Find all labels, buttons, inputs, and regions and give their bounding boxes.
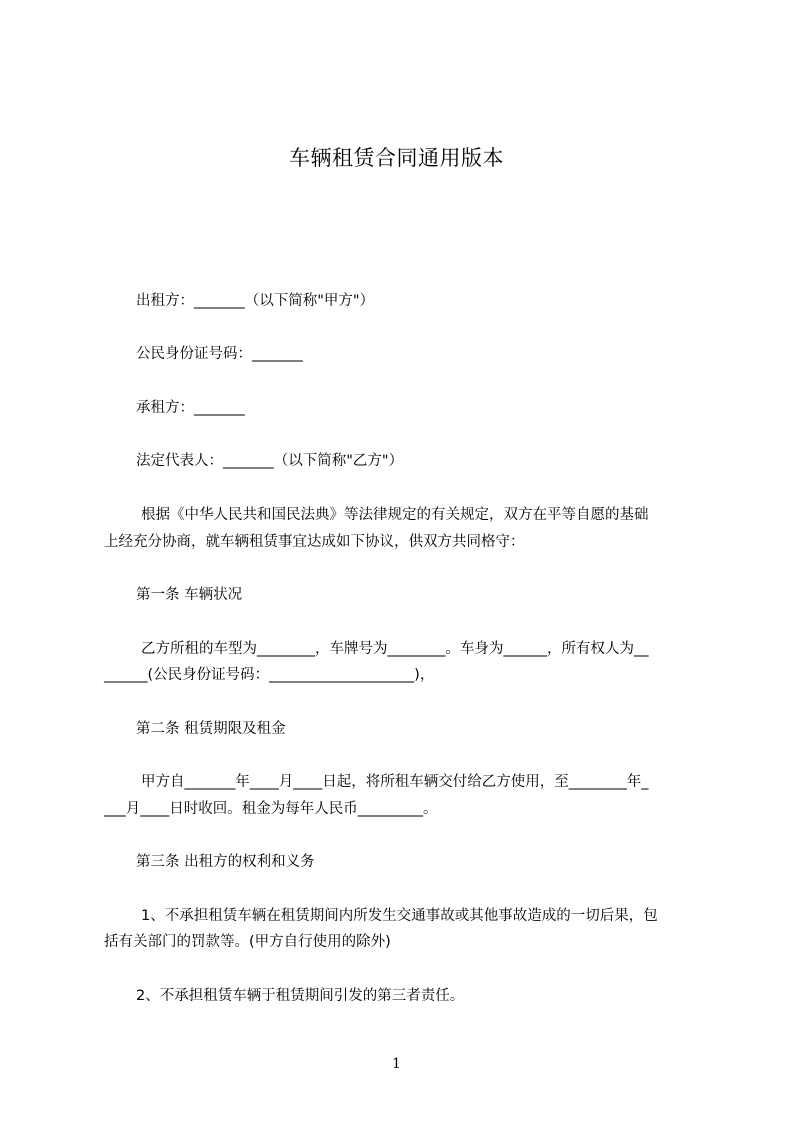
- id-number-line: 公民身份证号码：_______: [136, 346, 303, 362]
- document-title: 车辆租赁合同通用版本: [289, 146, 504, 170]
- lessor-line: 出租方：_______（以下简称"甲方"）: [136, 293, 375, 309]
- article-2-heading: 第二条 租赁期限及租金: [136, 721, 286, 737]
- lessee-line: 承租方：_______: [136, 400, 245, 416]
- preamble-line-2: 上经充分协商，就车辆租赁事宜达成如下协议，供双方共同格守：: [104, 534, 525, 550]
- article-2-line-2: ___月____日时收回。租金为每年人民币_________。: [104, 801, 438, 817]
- article-3-item-2: 2、不承担租赁车辆于租赁期间引发的第三者责任。: [136, 988, 465, 1004]
- preamble-line-1: 根据《中华人民共和国民法典》等法律规定的有关规定，双方在平等自愿的基础: [141, 507, 649, 523]
- article-1-line-2: ______(公民身份证号码：____________________)，: [104, 667, 435, 683]
- legal-representative-line: 法定代表人：_______（以下简称"乙方"）: [136, 453, 404, 469]
- article-3-item-1-line-2: 括有关部门的罚款等。(甲方自行使用的除外): [104, 934, 391, 950]
- article-1-heading: 第一条 车辆状况: [136, 587, 243, 603]
- article-2-line-1: 甲方自_______年____月____日起，将所租车辆交付给乙方使用，至________年_: [141, 774, 649, 790]
- article-3-item-1-line-1: 1、不承担租赁车辆在租赁期间内所发生交通事故或其他事故造成的一切后果，包: [141, 908, 658, 924]
- article-3-heading: 第三条 出租方的权利和义务: [136, 854, 315, 870]
- article-1-line-1: 乙方所租的车型为________，车牌号为________。车身为______，所有权人为__: [141, 641, 649, 657]
- page-number: 1: [392, 1056, 401, 1072]
